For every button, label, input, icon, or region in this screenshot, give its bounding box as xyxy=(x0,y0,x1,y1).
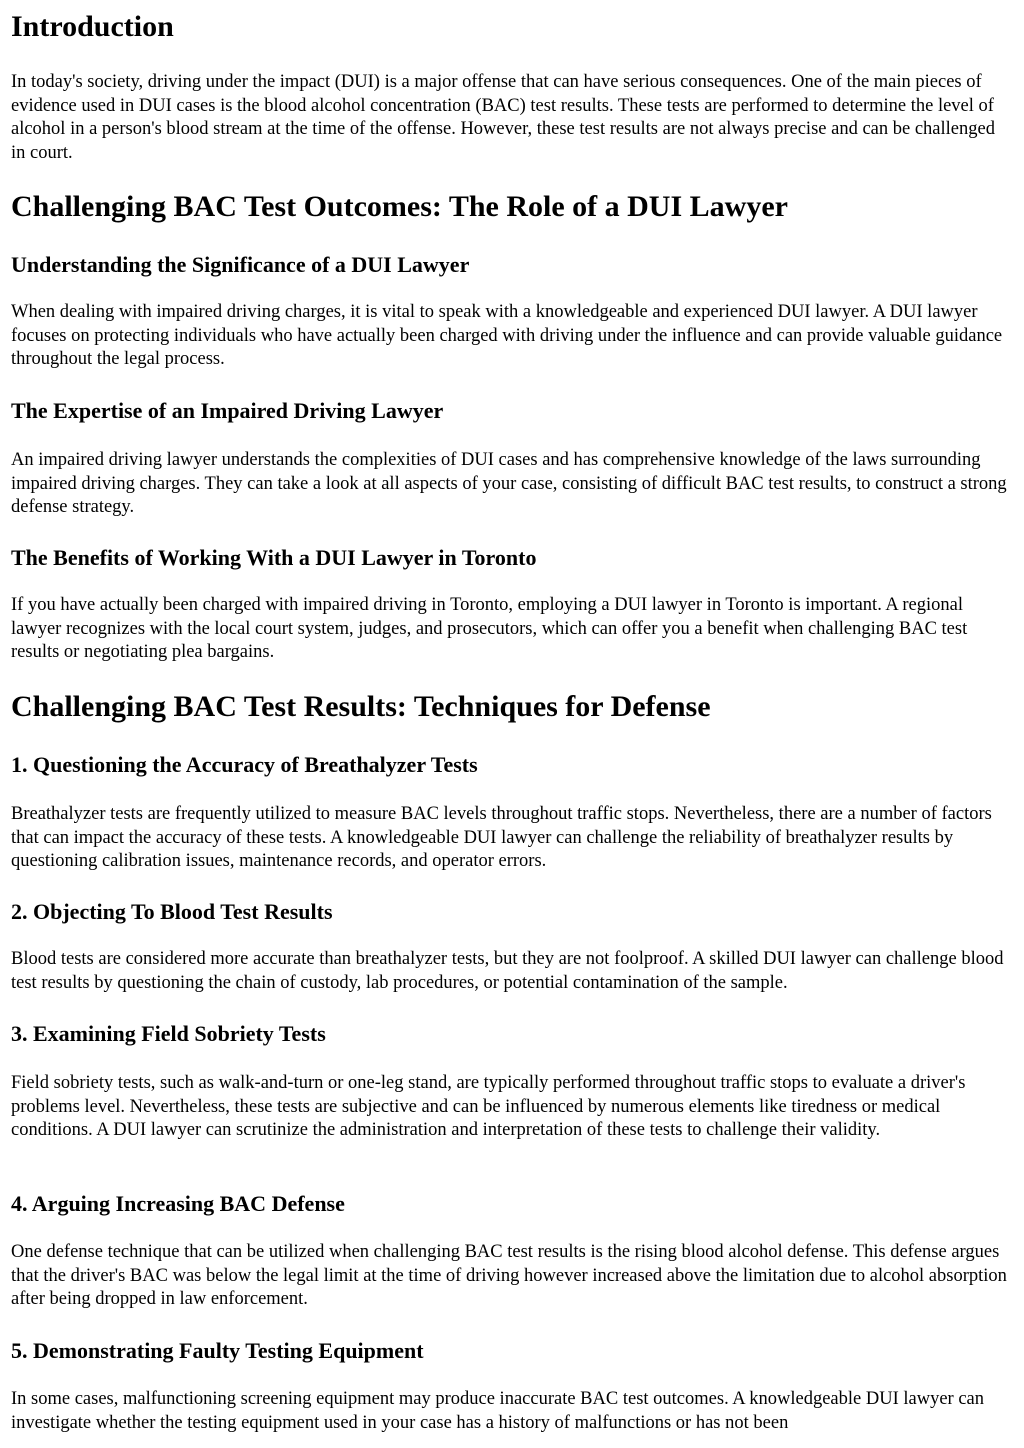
heading-defense-techniques: Challenging BAC Test Results: Techniques for Defense xyxy=(11,690,711,723)
subheading-breathalyzer: 1. Questioning the Accuracy of Breathalyzer Tests xyxy=(11,752,478,777)
paragraph-field-sobriety: Field sobriety tests, such as walk-and-turn or one-leg stand, are typically performed throughout traffic stops to evaluate a driver's problems level. Nevertheless, these tests are subjective and can be influenced by numerous elements like tiredness or medical conditions. A DUI lawyer can scrutinize the administration and interpretation of these tests to challenge their validity. xyxy=(11,1073,966,1141)
paragraph-faulty-equipment: In some cases, malfunctioning screening equipment may produce inaccurate BAC test outcomes. A knowledgeable DUI lawyer can investigate whether the testing equipment used in your case has a history of malfunctions or has not been xyxy=(11,1389,985,1433)
subheading-significance: Understanding the Significance of a DUI Lawyer xyxy=(11,252,470,277)
subheading-blood-test: 2. Objecting To Blood Test Results xyxy=(11,899,333,924)
heading-introduction: Introduction xyxy=(11,10,174,43)
paragraph-benefits-toronto: If you have actually been charged with impaired driving in Toronto, employing a DUI lawyer in Toronto is important. A regional lawyer recognizes with the local court system, judges, and prosecutors, which can offer you a benefit when challenging BAC test results or negotiating plea bargains. xyxy=(11,595,968,663)
paragraph-blood-test: Blood tests are considered more accurate than breathalyzer tests, but they are not foolproof. A skilled DUI lawyer can challenge blood test results by questioning the chain of custody, lab procedures, or potential contamination of the sample. xyxy=(11,949,1004,993)
paragraph-introduction: In today's society, driving under the impact (DUI) is a major offense that can have serious consequences. One of the main pieces of evidence used in DUI cases is the blood alcohol concentration (BAC) test results. These tests are performed to determine the level of alcohol in a person's blood stream at the time of the offense. However, these test results are not always precise and can be challenged in court. xyxy=(11,72,995,163)
subheading-benefits-toronto: The Benefits of Working With a DUI Lawyer in Toronto xyxy=(11,545,537,570)
subheading-faulty-equipment: 5. Demonstrating Faulty Testing Equipment xyxy=(11,1338,424,1363)
heading-role-of-dui-lawyer: Challenging BAC Test Outcomes: The Role of a DUI Lawyer xyxy=(11,190,788,223)
subheading-expertise: The Expertise of an Impaired Driving Lawyer xyxy=(11,398,444,423)
subheading-field-sobriety: 3. Examining Field Sobriety Tests xyxy=(11,1021,326,1046)
paragraph-significance: When dealing with impaired driving charges, it is vital to speak with a knowledgeable and experienced DUI lawyer. A DUI lawyer focuses on protecting individuals who have actually been charged with driving under the influence and can provide valuable guidance throughout the legal process. xyxy=(11,302,1003,370)
subheading-rising-bac: 4. Arguing Increasing BAC Defense xyxy=(11,1191,345,1216)
paragraph-expertise: An impaired driving lawyer understands the complexities of DUI cases and has comprehensive knowledge of the laws surrounding impaired driving charges. They can take a look at all aspects of your case, consisting of difficult BAC test results, to construct a strong defense strategy. xyxy=(11,450,1007,518)
paragraph-breathalyzer: Breathalyzer tests are frequently utilized to measure BAC levels throughout traffic stops. Nevertheless, there are a number of factors that can impact the accuracy of these tests. A knowledgeable DUI lawyer can challenge the reliability of breathalyzer results by questioning calibration issues, maintenance records, and operator errors. xyxy=(11,804,992,872)
paragraph-rising-bac: One defense technique that can be utilized when challenging BAC test results is the rising blood alcohol defense. This defense argues that the driver's BAC was below the legal limit at the time of driving however increased above the limitation due to alcohol absorption after being dropped in law enforcement. xyxy=(11,1242,1007,1310)
